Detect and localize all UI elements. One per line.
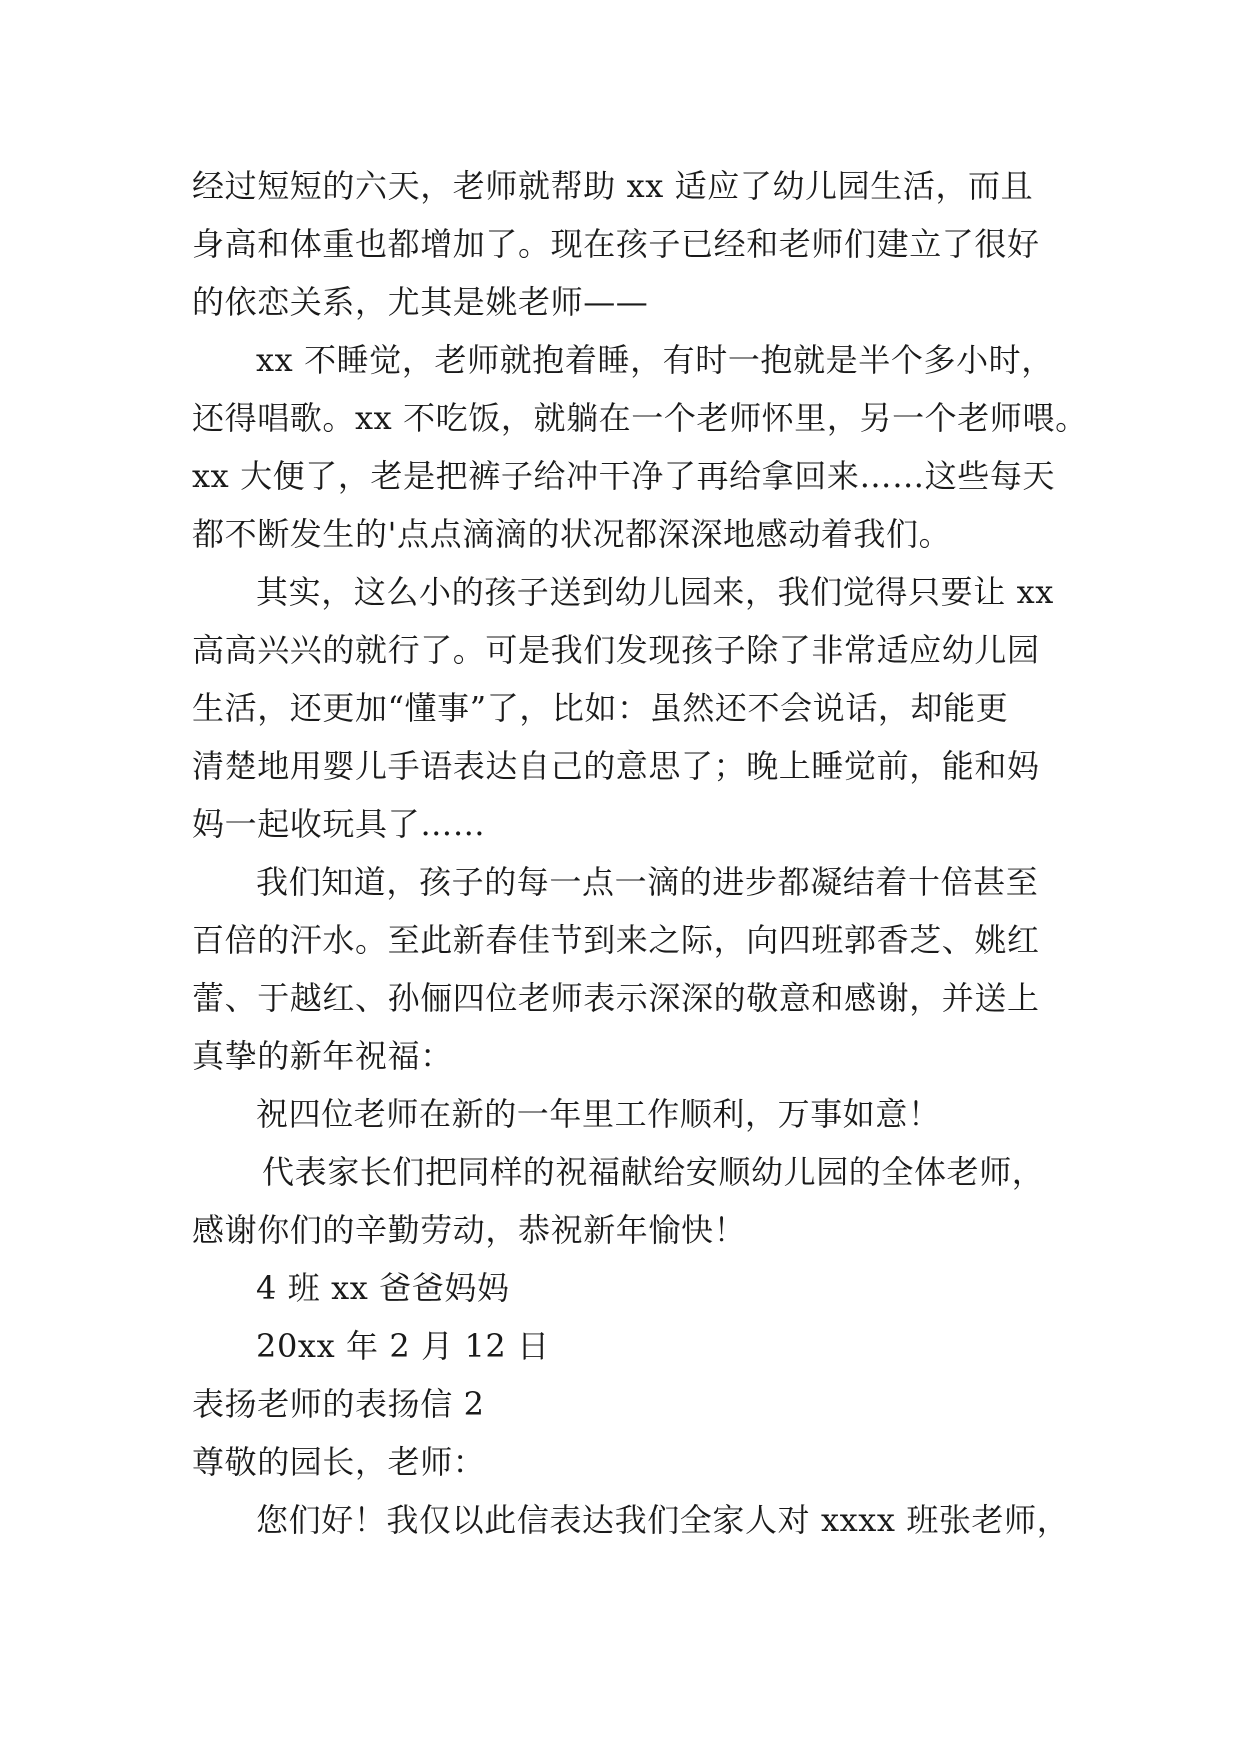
paragraph-line: 其实，这么小的孩子送到幼儿园来，我们觉得只要让 xx: [256, 573, 1054, 611]
date-line: 20xx 年 2 月 12 日: [256, 1327, 550, 1365]
paragraph-line: 身高和体重也都增加了。现在孩子已经和老师们建立了很好: [192, 225, 1040, 263]
paragraph-line: 感谢你们的辛勤劳动，恭祝新年愉快！: [192, 1211, 747, 1249]
paragraph-line: 我们知道，孩子的每一点一滴的进步都凝结着十倍甚至: [256, 863, 1039, 901]
paragraph-line: xx 不睡觉，老师就抱着睡，有时一抱就是半个多小时，: [256, 341, 1054, 379]
paragraph-line: 蕾、于越红、孙俪四位老师表示深深的敬意和感谢，并送上: [192, 979, 1040, 1017]
letter-title: 表扬老师的表扬信 2: [192, 1385, 485, 1423]
paragraph-line: 代表家长们把同样的祝福献给安顺幼儿园的全体老师，: [262, 1153, 1045, 1191]
paragraph-line: 的依恋关系，尤其是姚老师——: [192, 283, 649, 321]
paragraph-line: 高高兴兴的就行了。可是我们发现孩子除了非常适应幼儿园: [192, 631, 1040, 669]
paragraph-line: 还得唱歌。xx 不吃饭，就躺在一个老师怀里，另一个老师喂。: [192, 399, 1088, 437]
paragraph-line: 真挚的新年祝福：: [192, 1037, 453, 1075]
salutation: 尊敬的园长，老师：: [192, 1443, 486, 1481]
paragraph-line: 生活，还更加“懂事”了，比如：虽然还不会说话，却能更: [192, 689, 1009, 727]
paragraph-line: 祝四位老师在新的一年里工作顺利，万事如意！: [256, 1095, 941, 1133]
paragraph-line: 清楚地用婴儿手语表达自己的意思了；晚上睡觉前，能和妈: [192, 747, 1040, 785]
signature-line: 4 班 xx 爸爸妈妈: [256, 1269, 510, 1307]
paragraph-line: 百倍的汗水。至此新春佳节到来之际，向四班郭香芝、姚红: [192, 921, 1040, 959]
paragraph-line: 都不断发生的'点点滴滴的状况都深深地感动着我们。: [192, 515, 952, 553]
paragraph-line: 经过短短的六天，老师就帮助 xx 适应了幼儿园生活，而且: [192, 167, 1034, 205]
paragraph-line: 妈一起收玩具了……: [192, 805, 486, 843]
paragraph-line: 您们好！我仅以此信表达我们全家人对 xxxx 班张老师，: [256, 1501, 1070, 1539]
paragraph-line: xx 大便了，老是把裤子给冲干净了再给拿回来……这些每天: [192, 457, 1056, 495]
